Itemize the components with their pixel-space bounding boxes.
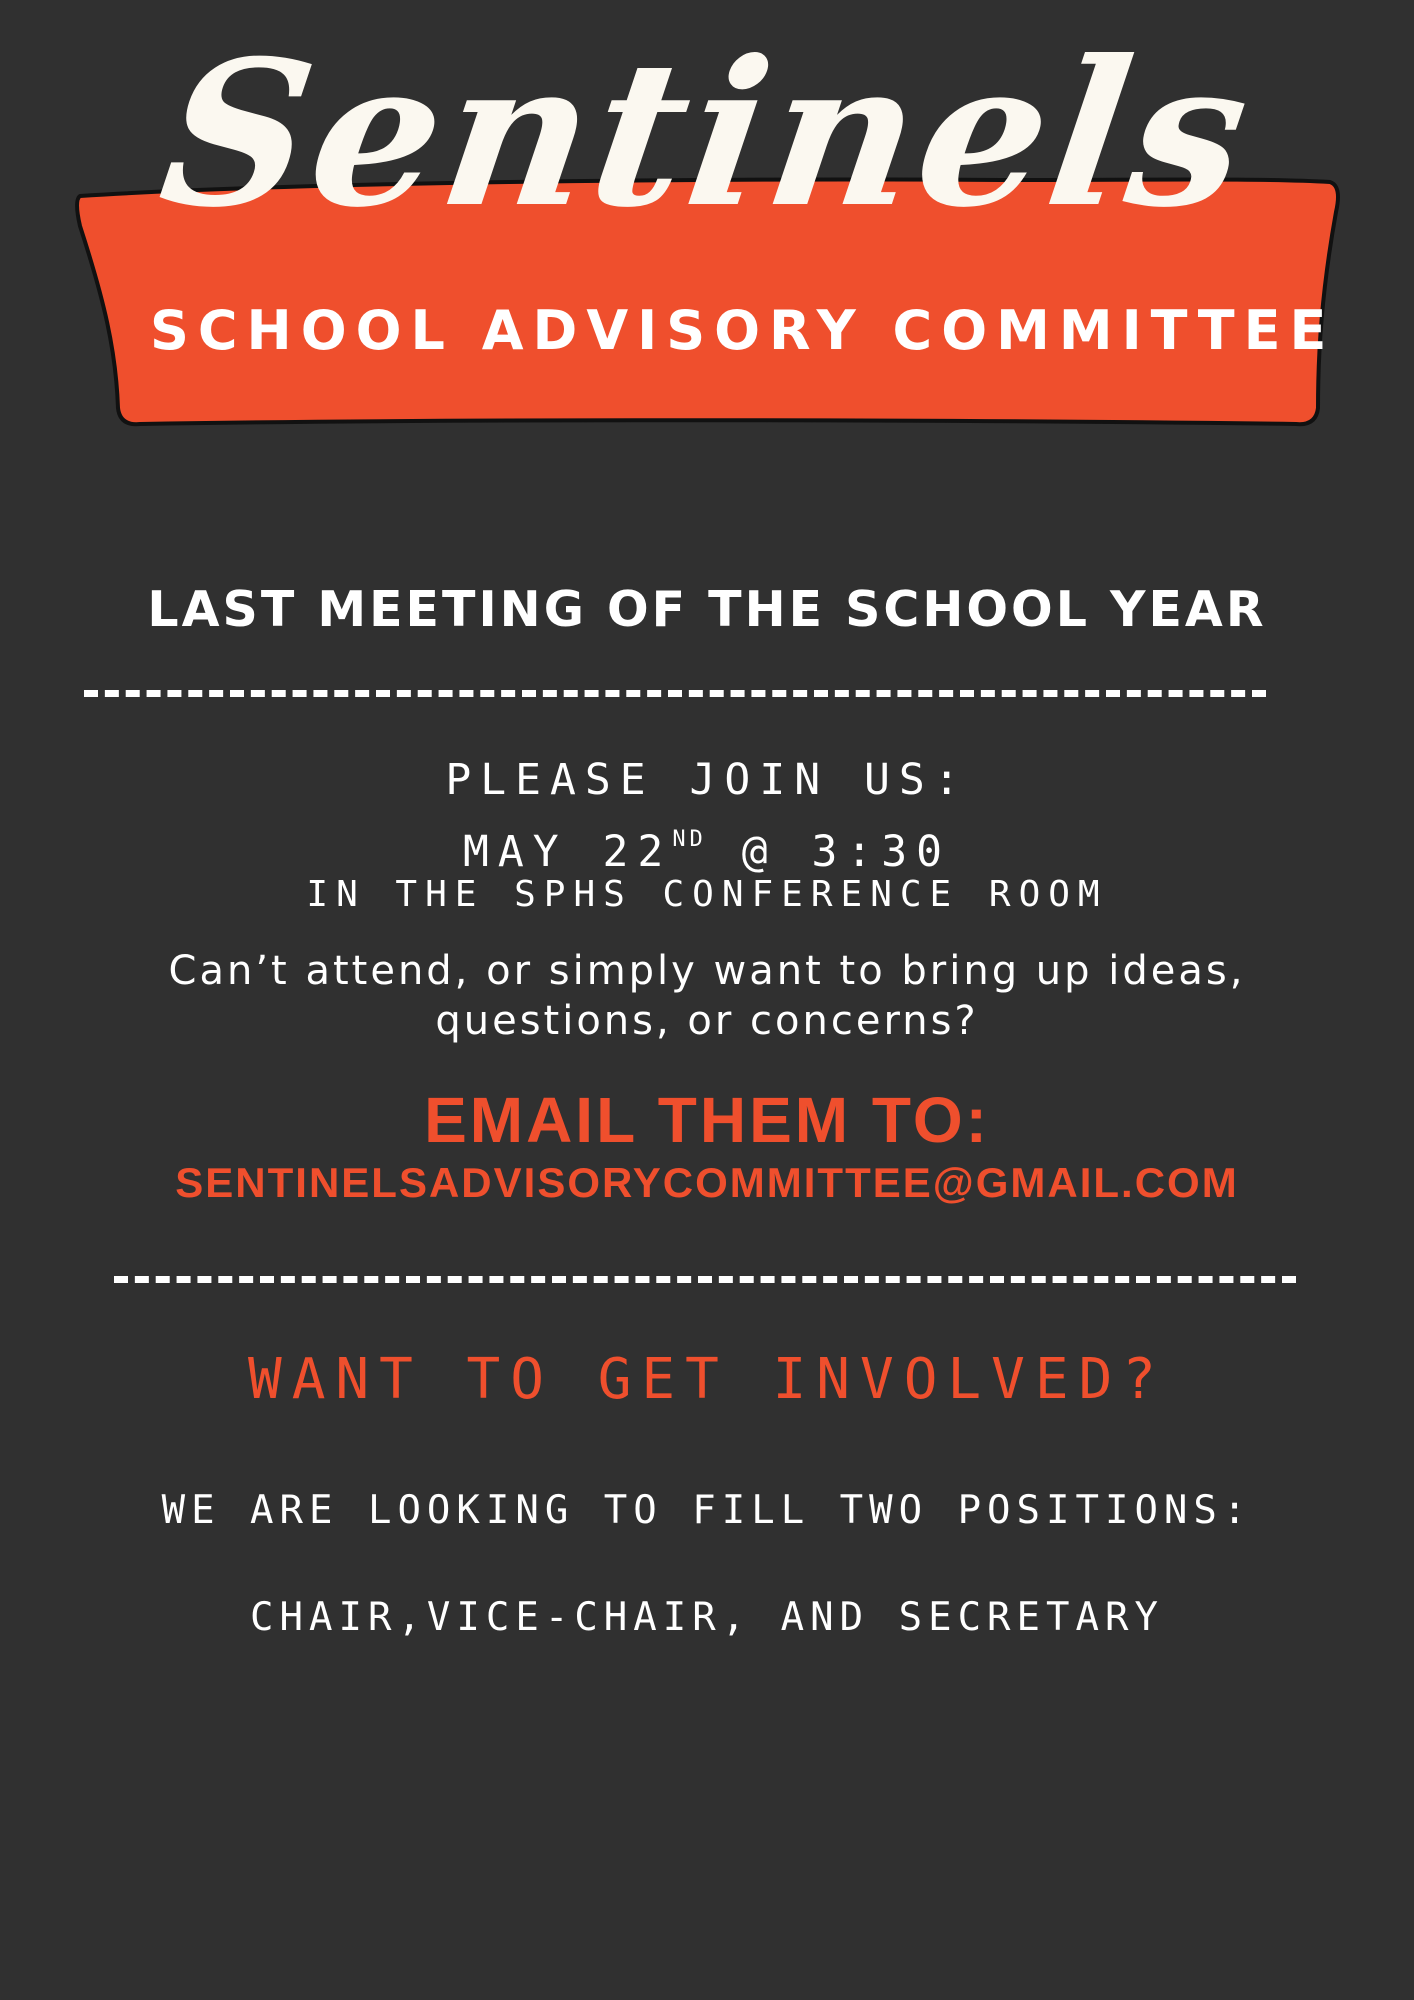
positions-list: CHAIR,VICE-CHAIR, AND SECRETARY [250,1595,1164,1640]
brand-title: Sentinels [149,17,1265,252]
involvement-heading: WANT TO GET INVOLVED? [247,1347,1166,1412]
contact-prompt-line1: Can’t attend, or simply want to bring up ideas, [168,948,1246,994]
meeting-heading: LAST MEETING OF THE SCHOOL YEAR [147,581,1267,638]
brand-subtitle: SCHOOL ADVISORY COMMITTEE [150,299,1336,362]
email-heading: EMAIL THEM TO: [424,1084,990,1156]
contact-prompt-line2: questions, or concerns? [435,998,979,1044]
invite-text: PLEASE JOIN US: [445,755,969,805]
date-suffix: ND [672,827,707,852]
contact-prompt [0,946,1414,1046]
positions-intro: WE ARE LOOKING TO FILL TWO POSITIONS: [161,1488,1253,1533]
date-main: MAY 22 [462,827,673,877]
divider-top [84,690,1266,697]
email-address-link[interactable]: SENTINELSADVISORYCOMMITTEE@GMAIL.COM [175,1159,1239,1206]
meeting-date [0,812,1414,880]
meeting-location: IN THE SPHS CONFERENCE ROOM [306,874,1108,915]
meeting-time: @ 3:30 [706,827,952,877]
divider-bottom [114,1276,1296,1283]
